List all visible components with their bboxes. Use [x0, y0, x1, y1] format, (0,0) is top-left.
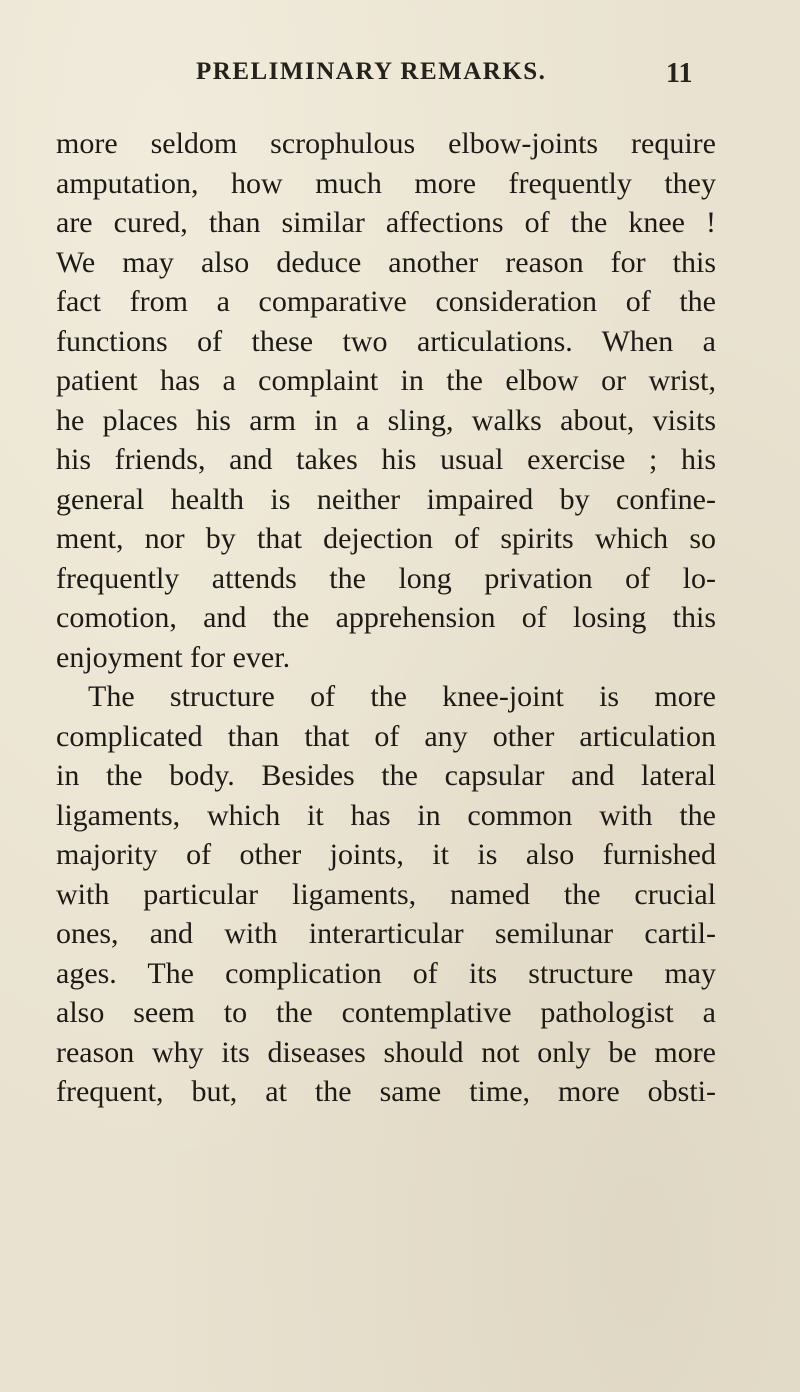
text-line: frequently attends the long privation of lo- — [56, 561, 716, 595]
text-line: reason why its diseases should not only be more — [56, 1035, 716, 1069]
text-line: more seldom scrophulous elbow-joints require — [56, 127, 716, 160]
text-line: The structure of the knee-joint is more — [88, 680, 716, 713]
text-line: We may also deduce another reason for this — [56, 245, 716, 279]
text-line: with particular ligaments, named the crucial — [56, 877, 716, 911]
running-head: PRELIMINARY REMARKS. — [196, 58, 547, 85]
text-line: in the body. Besides the capsular and lateral — [56, 759, 716, 792]
text-line: his friends, and takes his usual exercise ; his — [56, 443, 716, 476]
text-line: he places his arm in a sling, walks about, visits — [56, 403, 716, 437]
text-line: also seem to the contemplative pathologist a — [56, 996, 716, 1029]
text-line: patient has a complaint in the elbow or wrist, — [56, 364, 716, 397]
page-number: 11 — [666, 58, 693, 89]
text-line: ment, nor by that dejection of spirits which so — [56, 522, 716, 555]
text-line: frequent, but, at the same time, more obsti- — [56, 1075, 716, 1108]
text-line: enjoyment for ever. — [56, 640, 291, 674]
text-line: functions of these two articulations. When a — [56, 324, 716, 358]
text-line: general health is neither impaired by confine- — [56, 482, 716, 516]
text-line: fact from a comparative consideration of the — [56, 285, 716, 318]
text-line: ligaments, which it has in common with the — [56, 798, 716, 832]
text-line: are cured, than similar affections of the knee ! — [56, 206, 716, 239]
text-line: complicated than that of any other articulation — [56, 719, 716, 753]
text-line: majority of other joints, it is also furnished — [56, 838, 716, 871]
text-line: amputation, how much more frequently they — [56, 166, 716, 200]
text-line: ages. The complication of its structure may — [56, 956, 716, 990]
body-text — [56, 124, 716, 1112]
text-line: ones, and with interarticular semilunar cartil- — [56, 917, 716, 950]
page-header — [0, 58, 800, 92]
text-line: comotion, and the apprehension of losing this — [56, 601, 716, 634]
